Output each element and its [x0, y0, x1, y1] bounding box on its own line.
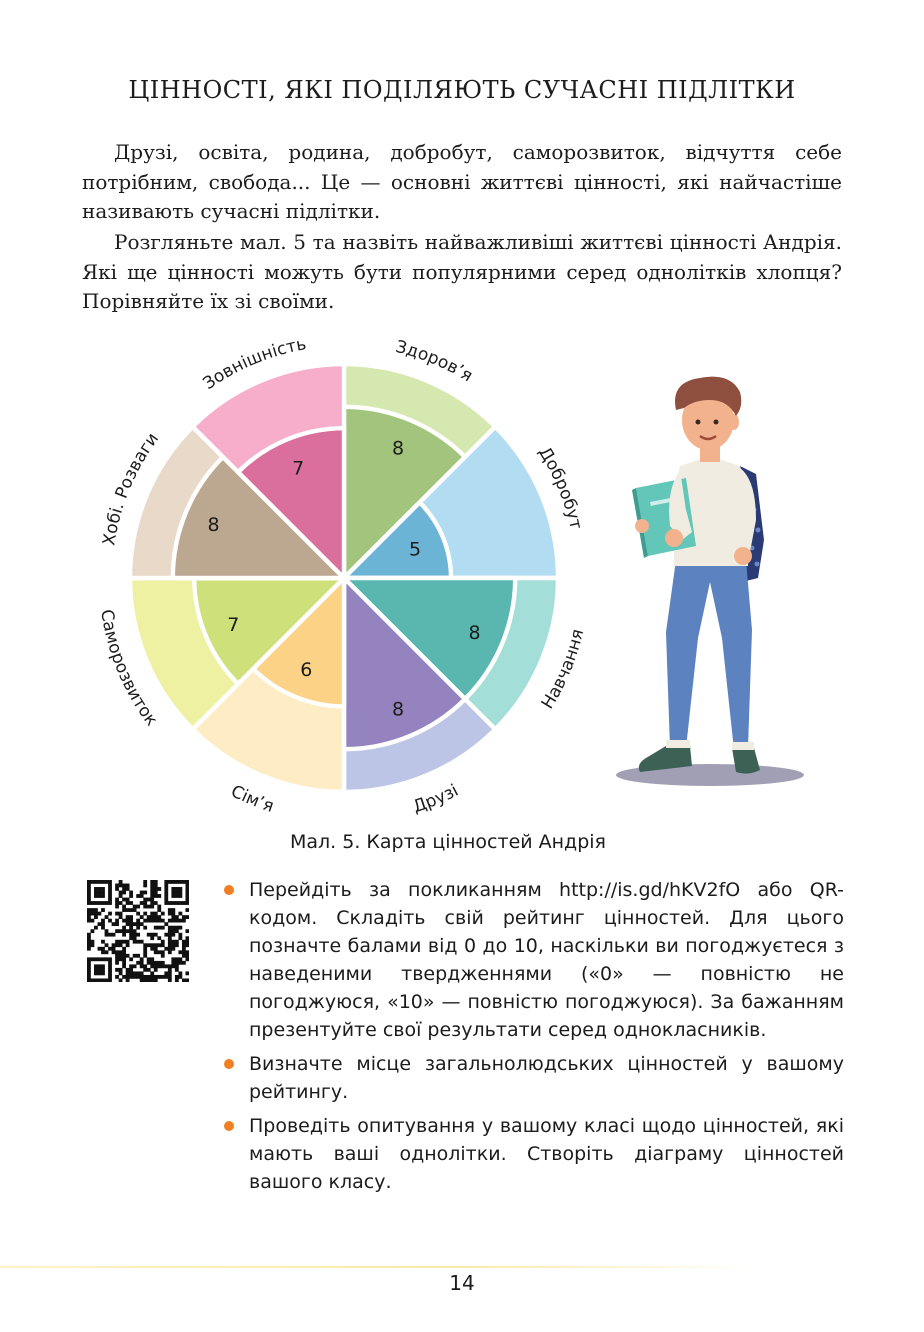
intro-paragraph-text: Друзі, освіта, родина, добробут, саморозвиток, відчуття себе потрібним, свобода... Це — основні життєві цінності, які найчастіше називають сучасні підлітки. [82, 140, 842, 223]
left-hand [665, 529, 683, 547]
value-label-6: 7 [227, 613, 240, 636]
category-label-друзі: Друзі [410, 780, 462, 818]
task-paragraph [82, 228, 842, 317]
value-label-1: 8 [391, 437, 405, 460]
value-label-7: 8 [207, 514, 220, 536]
page-title: ЦІННОСТІ, ЯКІ ПОДІЛЯЮТЬ СУЧАСНІ ПІДЛІТКИ [128, 76, 796, 104]
intro-paragraph [82, 138, 842, 227]
value-label-2: 5 [409, 538, 422, 561]
qr-code[interactable] [87, 880, 189, 982]
tasks-list [222, 876, 844, 1202]
task-paragraph-text: Розгляньте мал. 5 та назвіть найважливіші життєві цінності Андрія. Які ще цінності можуть бути популярними серед однолітків хлопця? Порівняйте їх зі своїми. [82, 230, 842, 313]
category-label-навчання: Навчання [537, 627, 589, 713]
footer-divider [0, 1266, 760, 1268]
category-label-сім-я: Сім’я [227, 781, 277, 817]
boy-illustration [600, 370, 820, 810]
right-hand [734, 547, 752, 565]
jeans [666, 560, 752, 750]
value-label-3: 8 [468, 622, 481, 644]
category-label-добробут: Добробут [534, 443, 586, 532]
list-item: Проведіть опитування у вашому класі щодо цінностей, які мають ваші однолітки. Створіть діаграму цінностей вашого класу. [222, 1112, 844, 1196]
value-label-8: 7 [292, 457, 305, 480]
list-item: Визначте місце загальнолюдських цінностей у вашому рейтингу. [222, 1050, 844, 1106]
category-label-зовнішність: Зовнішність [199, 334, 308, 394]
list-item: Перейдіть за покликанням http://is.gd/hKV2fO або QR-кодом. Складіть свій рейтинг цінностей. Для цього позначте балами від 0 до 10, наскільки ви погоджуєтеся з наведеними твердженнями («0» — повністю не погоджуюся, «10» — повністю погоджуюся). За бажанням презентуйте свої результати серед однокласників. [222, 876, 844, 1044]
right-shoe [732, 748, 760, 774]
figure-caption: Мал. 5. Карта цінностей Андрія [290, 831, 606, 853]
category-label-здоров-я: Здоров’я [393, 336, 477, 387]
category-label-хобі-розваги: Хобі. Розваги [99, 429, 163, 547]
page-number: 14 [449, 1271, 475, 1295]
values-wheel-chart [90, 330, 600, 820]
category-label-саморозвиток: Саморозвиток [96, 608, 162, 730]
value-label-4: 8 [391, 698, 405, 721]
value-label-5: 6 [300, 658, 313, 681]
